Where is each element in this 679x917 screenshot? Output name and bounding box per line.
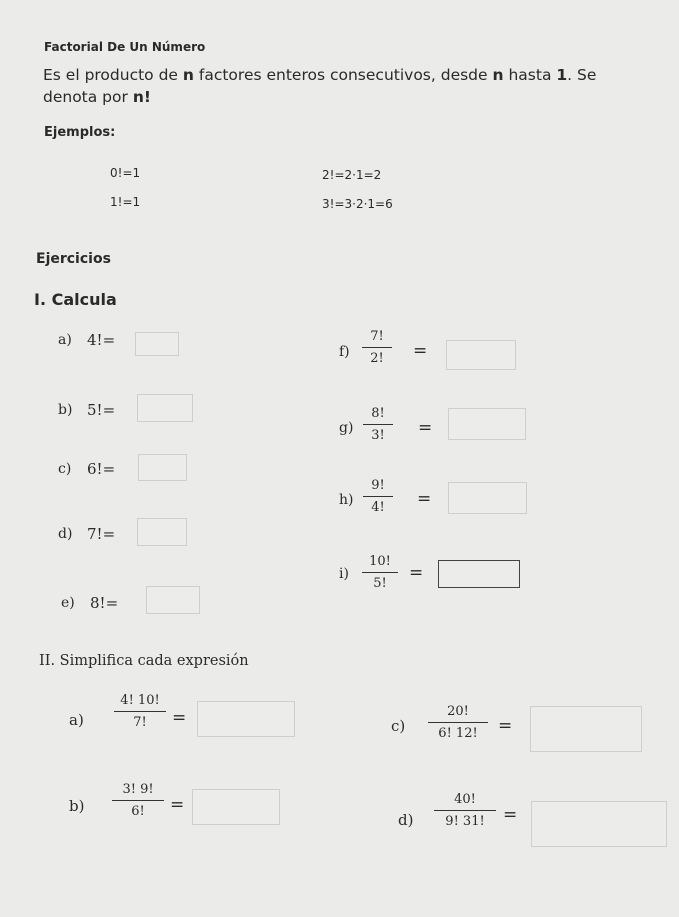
answer-box[interactable]	[531, 801, 667, 847]
exercise-expression: 4!=	[87, 331, 116, 349]
equals-sign: =	[498, 716, 513, 736]
exercise-label: e)	[61, 595, 75, 611]
answer-box[interactable]	[192, 789, 280, 825]
answer-box[interactable]	[146, 586, 200, 614]
fraction-numerator: 4! 10!	[120, 693, 160, 708]
exercise-label: h)	[339, 492, 354, 508]
fraction-numerator: 10!	[369, 554, 391, 569]
fraction-denominator: 5!	[373, 576, 387, 591]
fraction-numerator: 9!	[371, 478, 385, 493]
fraction-denominator: 9! 31!	[445, 814, 485, 829]
fraction-bar	[434, 810, 496, 811]
exercise-expression: 8!=	[90, 594, 119, 612]
exercises-heading: Ejercicios	[36, 251, 111, 267]
answer-box[interactable]	[137, 518, 187, 546]
exercise-label: c)	[58, 461, 72, 477]
answer-box[interactable]	[446, 340, 516, 370]
fraction-bar	[114, 711, 166, 712]
exercise-label: b)	[58, 402, 73, 418]
answer-box[interactable]	[530, 706, 642, 752]
exercise-label: d)	[398, 811, 414, 829]
exercise-label: b)	[69, 797, 85, 815]
example-item: 0!=1	[110, 166, 141, 180]
exercise-label: c)	[391, 717, 406, 735]
answer-box[interactable]	[448, 408, 526, 440]
answer-box[interactable]	[197, 701, 295, 737]
fraction	[114, 693, 166, 730]
fraction-denominator: 6!	[131, 804, 145, 819]
equals-sign: =	[413, 341, 428, 361]
equals-sign: =	[409, 563, 424, 583]
section1-heading: I. Calcula	[34, 290, 117, 309]
fraction-bar	[363, 496, 393, 497]
fraction-denominator: 2!	[370, 351, 384, 366]
answer-box[interactable]	[448, 482, 527, 514]
answer-box[interactable]	[138, 454, 187, 481]
exercise-expression: 7!=	[87, 525, 116, 543]
fraction-bar	[363, 424, 393, 425]
section2-heading: II. Simplifica cada expresión	[39, 653, 249, 669]
exercise-expression: 5!=	[87, 401, 116, 419]
fraction	[362, 554, 398, 591]
examples-heading: Ejemplos:	[44, 125, 116, 140]
fraction-bar	[428, 722, 488, 723]
answer-box[interactable]	[438, 560, 520, 588]
fraction-bar	[112, 800, 164, 801]
equals-sign: =	[172, 708, 187, 728]
equals-sign: =	[417, 489, 432, 509]
fraction-denominator: 3!	[371, 428, 385, 443]
exercise-label: a)	[58, 332, 72, 348]
fraction-bar	[362, 572, 398, 573]
fraction-numerator: 3! 9!	[122, 782, 154, 797]
fraction-numerator: 7!	[370, 329, 384, 344]
fraction-denominator: 4!	[371, 500, 385, 515]
answer-box[interactable]	[137, 394, 193, 422]
fraction-numerator: 40!	[454, 792, 476, 807]
equals-sign: =	[170, 795, 185, 815]
fraction	[363, 478, 393, 515]
answer-box[interactable]	[135, 332, 179, 356]
exercise-label: d)	[58, 526, 73, 542]
fraction-denominator: 6! 12!	[438, 726, 478, 741]
example-item: 2!=2·1=2	[322, 168, 382, 182]
equals-sign: =	[418, 418, 433, 438]
exercise-label: f)	[339, 344, 350, 360]
page-title: Factorial De Un Número	[44, 40, 206, 54]
fraction-bar	[362, 347, 392, 348]
fraction	[362, 329, 392, 366]
exercise-expression: 6!=	[87, 460, 116, 478]
fraction-denominator: 7!	[133, 715, 147, 730]
fraction	[428, 704, 488, 741]
intro-text: Es el producto de n factores enteros consecutivos, desde n hasta 1. Se denota por n!	[43, 66, 597, 106]
example-item: 3!=3·2·1=6	[322, 197, 393, 211]
exercise-label: i)	[339, 566, 349, 582]
example-item: 1!=1	[110, 195, 141, 209]
exercise-label: g)	[339, 420, 354, 436]
exercise-label: a)	[69, 711, 84, 729]
fraction-numerator: 8!	[371, 406, 385, 421]
fraction-numerator: 20!	[447, 704, 469, 719]
fraction	[112, 782, 164, 819]
equals-sign: =	[503, 805, 518, 825]
fraction	[434, 792, 496, 829]
fraction	[363, 406, 393, 443]
